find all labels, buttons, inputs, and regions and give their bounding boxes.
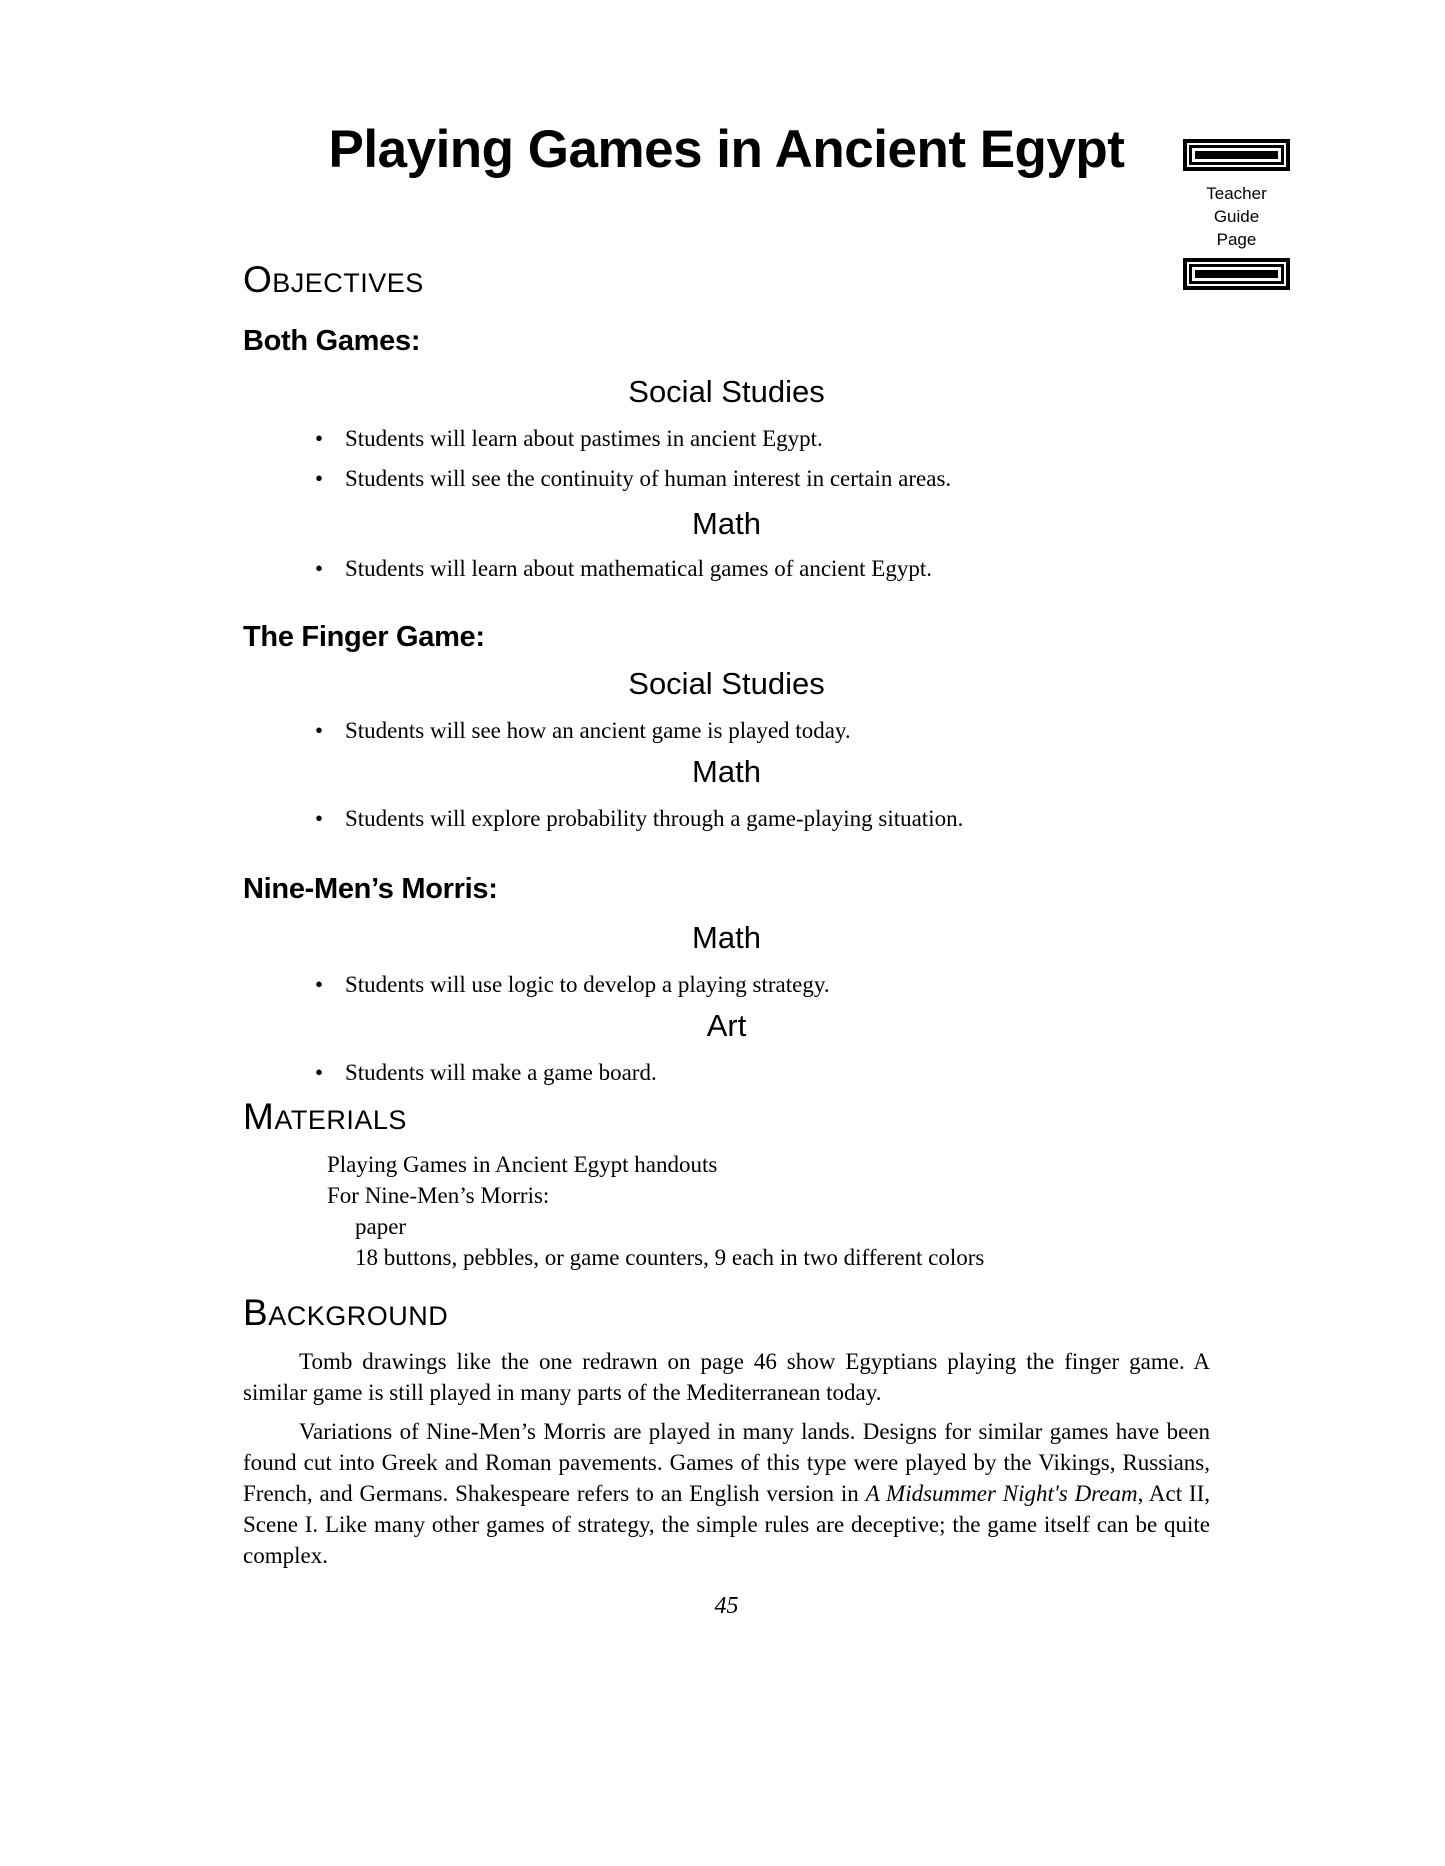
content-column	[243, 0, 1210, 1621]
materials-item: For Nine-Men’s Morris:	[327, 1183, 550, 1208]
group-label-finger-game: The Finger Game:	[243, 621, 485, 653]
subject-heading-social-studies: Social Studies	[628, 374, 825, 409]
group-label-both-games: Both Games:	[243, 325, 421, 357]
materials-list	[243, 1149, 1210, 1273]
page-title: Playing Games in Ancient Egypt	[328, 120, 1125, 179]
paragraph-text: Variations of Nine-Men’s Morris are played in many lands. Designs for similar games have been found cut into Greek and Roman pavements. Games of this type were played by the Vikings, Russians, French, and Germans. Shakespeare refers to an English version in	[243, 1419, 1210, 1506]
badge-label-line-2: Guide	[1213, 207, 1260, 226]
subject-heading-math: Math	[692, 920, 761, 955]
bullet-list	[243, 419, 1210, 499]
bullet-dot: •	[315, 1060, 324, 1085]
bullet-item	[243, 711, 1210, 751]
paragraph-text: , Act II, Scene I. Like many other games of strategy, the simple rules are deceptive; the game itself can be quite complex.	[243, 1481, 1210, 1568]
objectives-heading: OBJECTIVES	[243, 259, 424, 300]
bullet-item	[243, 799, 1210, 839]
badge-label-line-1: Teacher	[1206, 184, 1267, 203]
subject-heading-math: Math	[692, 506, 761, 541]
subject-heading-social-studies: Social Studies	[628, 666, 825, 701]
badge-label-line-3: Page	[1216, 230, 1257, 249]
bullet-text: Students will learn about pastimes in ancient Egypt.	[345, 426, 823, 451]
bullet-dot: •	[315, 556, 324, 581]
bullet-item	[243, 965, 1210, 1005]
bullet-dot: •	[315, 972, 324, 997]
bullet-text: Students will see the continuity of human interest in certain areas.	[345, 466, 952, 491]
bullet-dot: •	[315, 426, 324, 451]
bullet-text: Students will see how an ancient game is played today.	[345, 718, 851, 743]
materials-item: 18 buttons, pebbles, or game counters, 9 each in two different colors	[355, 1245, 985, 1270]
materials-item: paper	[355, 1214, 407, 1239]
background-paragraph	[243, 1346, 1210, 1408]
bullet-dot: •	[315, 806, 324, 831]
background-paragraph	[243, 1416, 1210, 1571]
bullet-text: Students will explore probability through a game-playing situation.	[345, 806, 964, 831]
group-label-nine-mens-morris: Nine-Men’s Morris:	[243, 873, 498, 905]
bullet-text: Students will use logic to develop a playing strategy.	[345, 972, 830, 997]
bullet-dot: •	[315, 466, 324, 491]
bullet-text: Students will learn about mathematical games of ancient Egypt.	[345, 556, 932, 581]
bullet-dot: •	[315, 718, 324, 743]
materials-item: Playing Games in Ancient Egypt handouts	[327, 1152, 718, 1177]
bullet-item	[243, 1053, 1210, 1093]
paragraph-text: Tomb drawings like the one redrawn on page 46 show Egyptians playing the finger game. A similar game is still played in many parts of the Mediterranean today.	[243, 1349, 1210, 1405]
subject-heading-art: Art	[706, 1008, 747, 1043]
materials-heading: MATERIALS	[243, 1096, 407, 1137]
bullet-text: Students will make a game board.	[345, 1060, 657, 1085]
bullet-item	[243, 419, 1210, 459]
subject-heading-math: Math	[692, 754, 761, 789]
page-number: 45	[714, 1593, 739, 1619]
book-title-italic: A Midsummer Night's Dream	[865, 1481, 1138, 1506]
background-heading: BACKGROUND	[243, 1292, 449, 1333]
bullet-item	[243, 549, 1210, 589]
bullet-item	[243, 459, 1210, 499]
